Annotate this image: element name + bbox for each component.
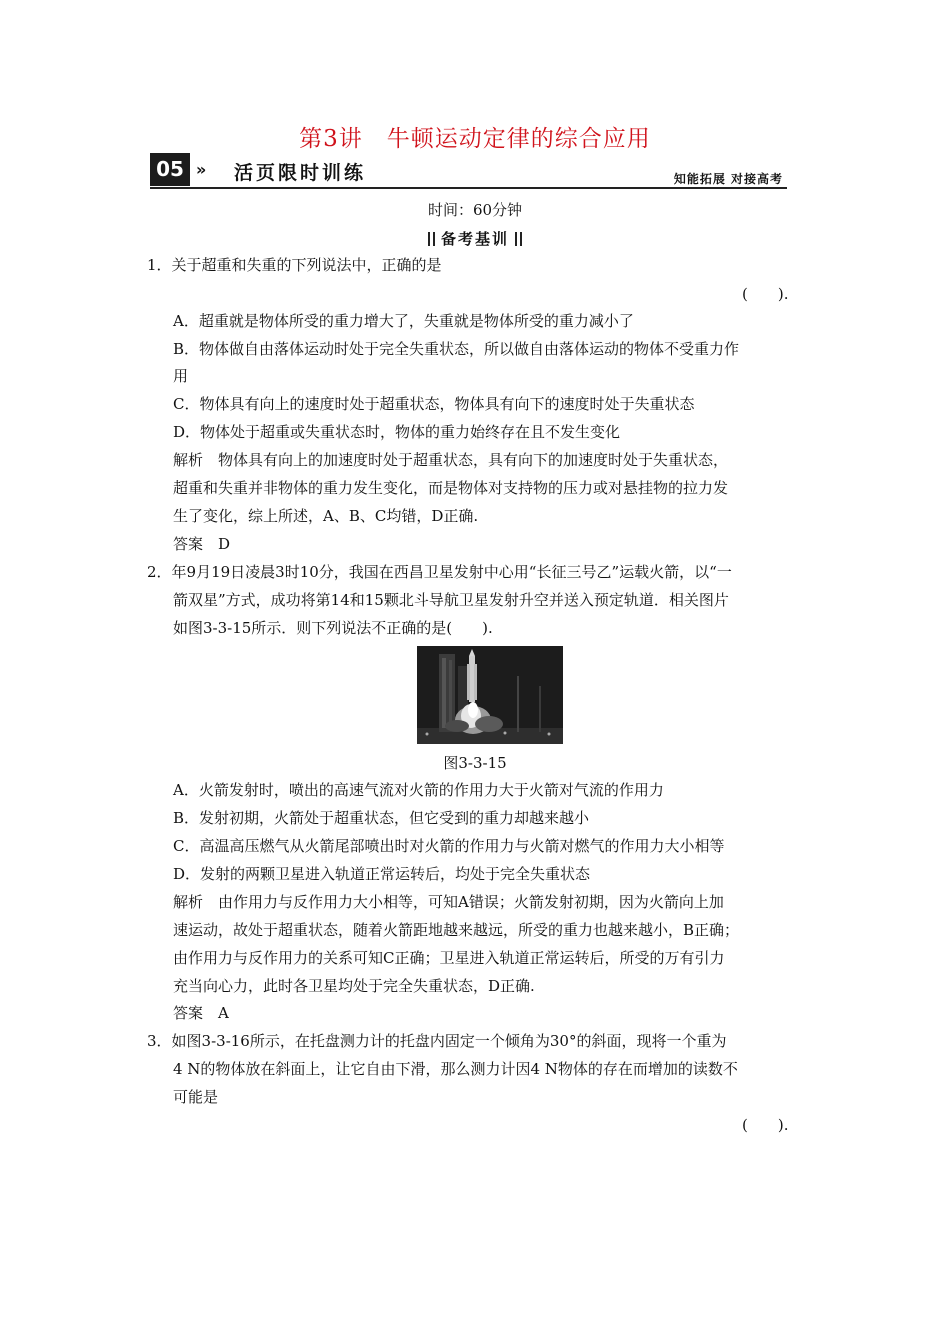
option-d: D．发射的两颗卫星进入轨道正常运转后，均处于完全失重状态 [173, 865, 591, 883]
analysis-line: 生了变化，综上所述，A、B、C均错，D正确. [173, 507, 479, 525]
rocket-launch-illustration [417, 646, 563, 744]
question-stem-continued: 可能是 [173, 1088, 219, 1106]
chevron-icon: » [196, 160, 207, 179]
time-limit: 时间：60分钟 [427, 201, 523, 219]
analysis-line: 解析 物体具有向上的加速度时处于超重状态，具有向下的加速度时处于失重状态， [173, 451, 729, 469]
banner-title: 活页限时训练 [234, 162, 367, 184]
banner-subtitle: 知能拓展 对接高考 [673, 172, 783, 186]
chapter-badge: 05 [150, 153, 190, 186]
analysis-line: 超重和失重并非物体的重力发生变化，而是物体对支持物的压力或对悬挂物的拉力发 [173, 479, 729, 497]
page-title: 第3讲 牛顿运动定律的综合应用 [299, 126, 651, 152]
question-stem: 3．如图3-3-16所示，在托盘测力计的托盘内固定一个倾角为30°的斜面，现将一个重为 [147, 1032, 727, 1050]
banner-divider [150, 187, 787, 189]
analysis-line: 充当向心力，此时各卫星均处于完全失重状态，D正确. [173, 977, 535, 995]
section-heading [0, 228, 950, 249]
analysis-line: 速运动，故处于超重状态，随着火箭距地越来越远，所受的重力也越来越小，B正确； [173, 921, 740, 939]
rocket-launch-photo [417, 646, 563, 744]
section-bar-left [428, 232, 435, 246]
section-banner [150, 150, 787, 190]
option-b-continued: 用 [173, 367, 189, 385]
section-title: 备考基训 [440, 230, 509, 248]
section-bar-right [515, 232, 522, 246]
question-stem-continued: 箭双星”方式，成功将第14和15颗北斗导航卫星发射升空并送入预定轨道．相关图片 [173, 591, 729, 609]
analysis-line: 由作用力与反作用力的关系可知C正确；卫星进入轨道正常运转后，所受的万有引力 [173, 949, 725, 967]
question-stem: 1．关于超重和失重的下列说法中，正确的是 [147, 256, 442, 274]
question-stem-continued: 4 N的物体放在斜面上，让它自由下滑，那么测力计因4 N物体的存在而增加的读数不 [173, 1060, 738, 1078]
analysis-line: 解析 由作用力与反作用力大小相等，可知A错误；火箭发射初期，因为火箭向上加 [173, 893, 724, 911]
option-b: B．物体做自由落体运动时处于完全失重状态，所以做自由落体运动的物体不受重力作 [173, 340, 740, 358]
figure-caption: 图3-3-15 [443, 754, 507, 772]
answer-line: 答案 D [173, 535, 231, 553]
answer-blank: ( ). [742, 285, 789, 303]
answer-blank: ( ). [742, 1116, 789, 1134]
answer-line: 答案 A [173, 1004, 229, 1022]
option-a: A．超重就是物体所受的重力增大了，失重就是物体所受的重力减小了 [173, 312, 634, 330]
option-c: C．高温高压燃气从火箭尾部喷出时对火箭的作用力与火箭对燃气的作用力大小相等 [173, 837, 725, 855]
option-a: A．火箭发射时，喷出的高速气流对火箭的作用力大于火箭对气流的作用力 [173, 781, 664, 799]
question-stem-continued: 如图3-3-15所示．则下列说法不正确的是( ). [173, 619, 493, 637]
option-d: D．物体处于超重或失重状态时，物体的重力始终存在且不发生变化 [173, 423, 621, 441]
option-b: B．发射初期，火箭处于超重状态，但它受到的重力却越来越小 [173, 809, 590, 827]
question-stem: 2．年9月19日凌晨3时10分，我国在西昌卫星发射中心用“长征三号乙”运载火箭，以“一 [147, 563, 732, 581]
option-c: C．物体具有向上的速度时处于超重状态，物体具有向下的速度时处于失重状态 [173, 395, 695, 413]
